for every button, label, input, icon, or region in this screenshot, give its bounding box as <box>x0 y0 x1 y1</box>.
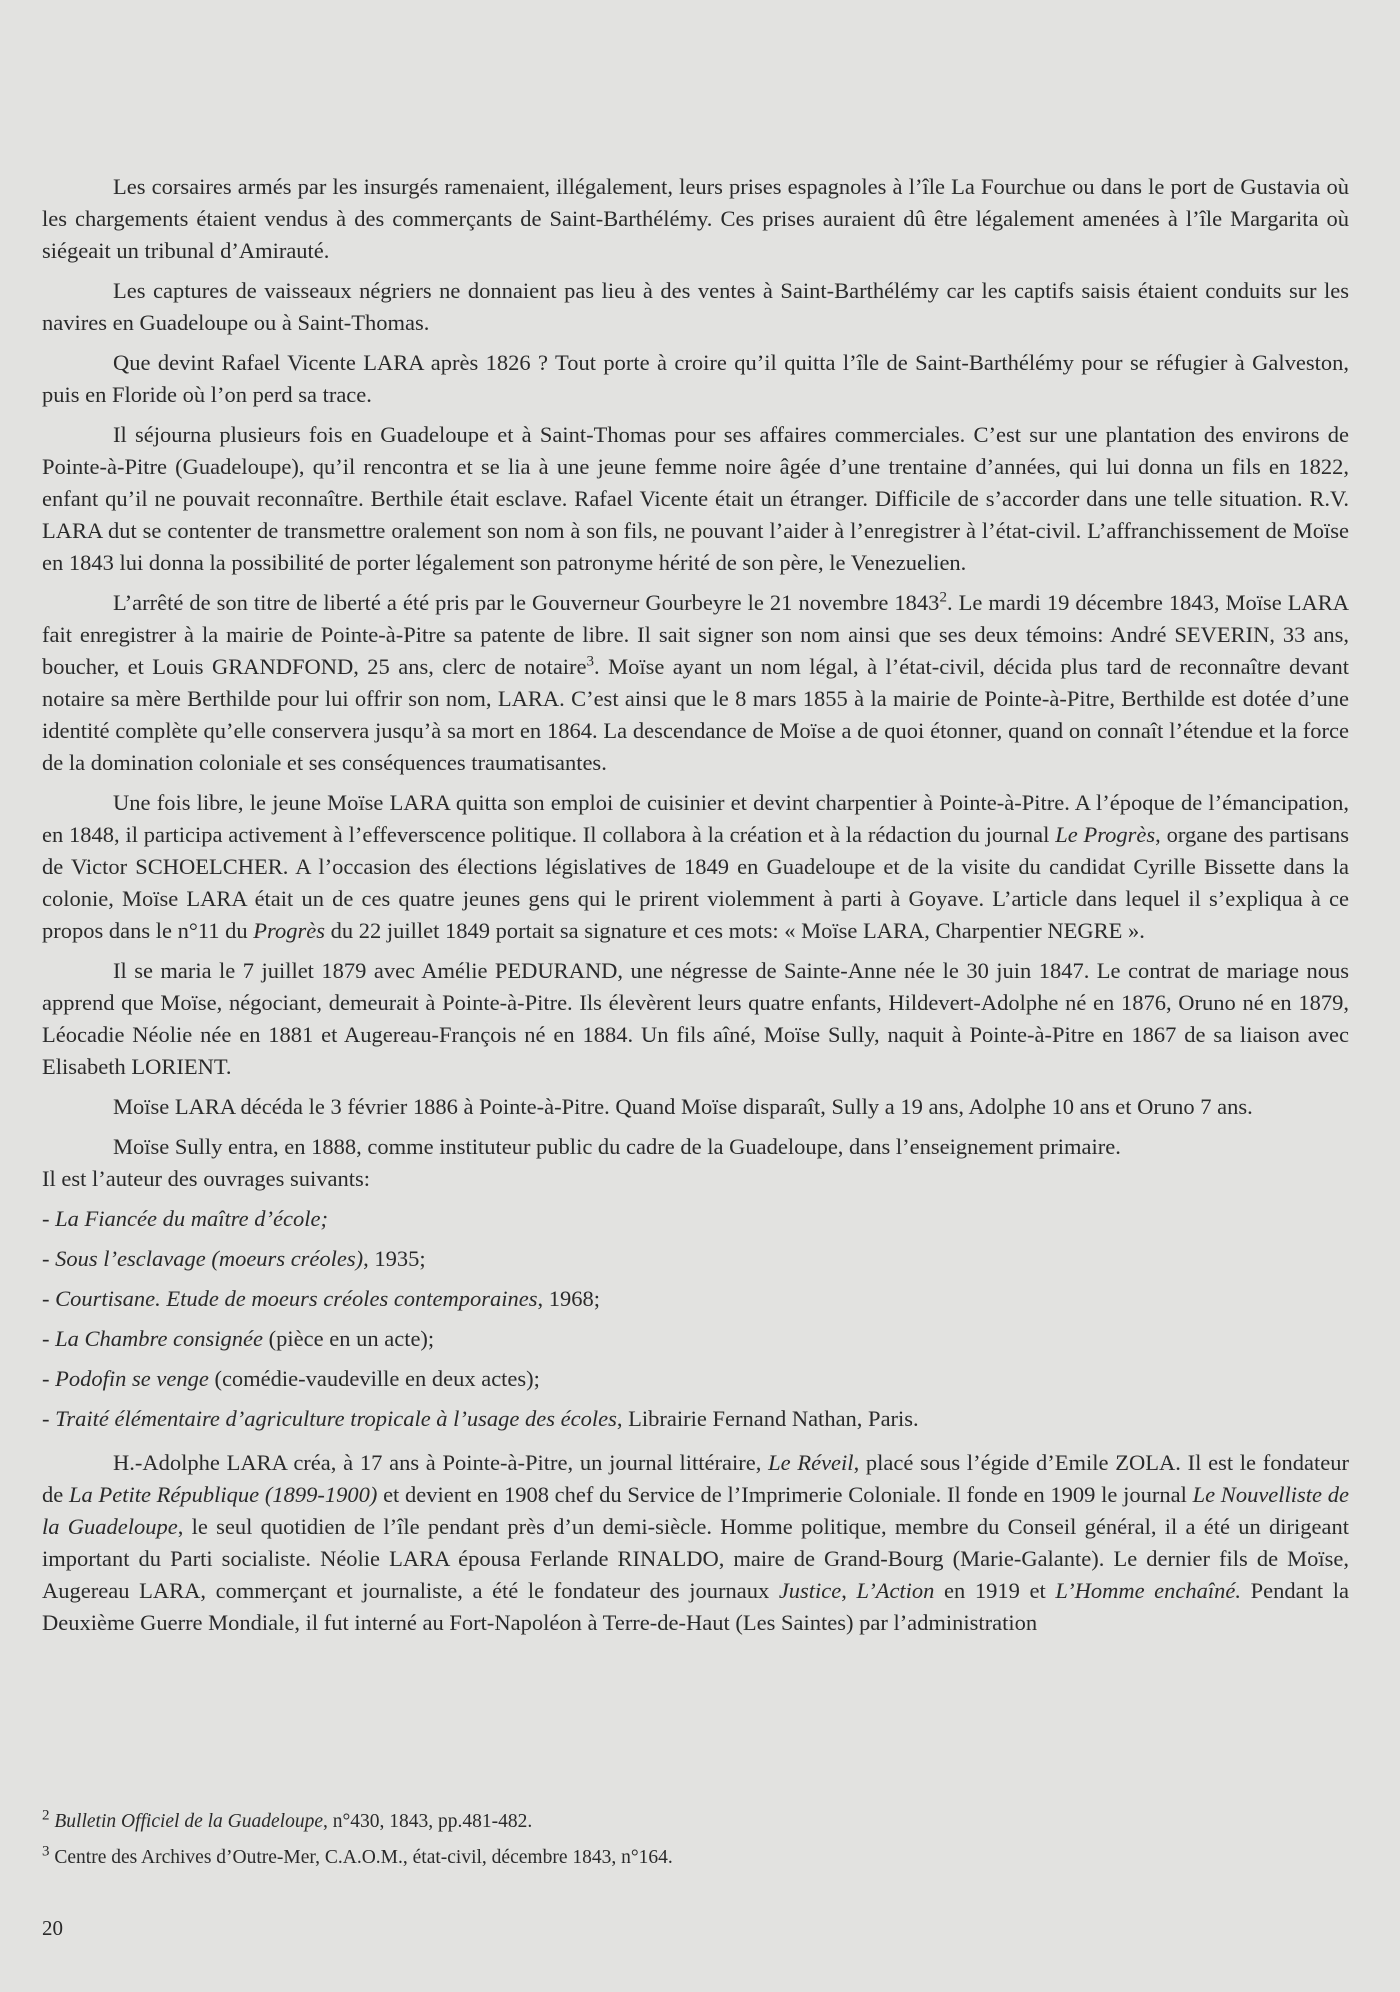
footnote-title: Bulletin Officiel de la Guadeloupe <box>54 1811 323 1832</box>
text-run: en 1919 et <box>934 1578 1056 1603</box>
journal-title: Le Progrès <box>1055 822 1156 847</box>
paragraph-sully-works-intro: Il est l’auteur des ouvrages suivants: <box>42 1166 371 1191</box>
journal-title: L’Action <box>856 1578 935 1603</box>
text-run: . Moïse ayant un nom légal, à l’état-civil, décida plus tard de reconnaître devant notaire sa mère Berthilde pour lui offrir son nom, LARA. C’est ainsi que le 8 mars 1855 à la mairie de Pointe-à-Pitre, Berthilde est dotée d’une identité complète qu’elle conservera jusqu’à sa mort en 1864. La descendance de Moïse a de quoi étonner, quand on connaît l’étendue et la force de la domination coloniale et ses conséquences traumatisantes. <box>42 654 1350 775</box>
work-detail: , 1935; <box>363 1246 426 1271</box>
footnote-2 <box>42 1807 1349 1837</box>
paragraph-death: Moïse LARA décéda le 3 février 1886 à Pointe-à-Pitre. Quand Moïse disparaît, Sully a 19 ans, Adolphe 10 ans et Oruno 7 ans. <box>113 1094 1253 1119</box>
work-title: Podofin se venge <box>55 1366 209 1391</box>
text-run: , placé sous l’égide d’Emile ZOLA. Il est le fondateur de <box>42 1450 1349 1507</box>
paragraph-liberty <box>42 587 1349 779</box>
list-dash: - <box>42 1406 56 1431</box>
list-dash: - <box>42 1246 56 1271</box>
text-run: et devient en 1908 chef du Service de l’Imprimerie Coloniale. Il fonde en 1909 le journal <box>377 1482 1193 1507</box>
paragraph-adolphe <box>42 1447 1349 1639</box>
text-run: du 22 juillet 1849 portait sa signature et ces mots: « Moïse LARA, Charpentier NEGRE ». <box>324 918 1145 943</box>
works-list <box>42 1203 1349 1435</box>
paragraph-lara-after-1826: Que devint Rafael Vicente LARA après 1826 ? Tout porte à croire qu’il quitta l’île de Saint-Barthélémy pour se réfugier à Galveston, puis en Floride où l’on perd sa trace. <box>42 350 1349 407</box>
work-detail: (comédie-vaudeville en deux actes); <box>208 1366 540 1391</box>
paragraph-corsaires: Les corsaires armés par les insurgés ramenaient, illégalement, leurs prises espagnoles à l’île La Fourchue ou dans le port de Gustavia où les chargements étaient vendus à des commerçants de Saint-Barthélémy. Ces prises auraient dû être légalement amenées à l’île Margarita où siégeait un tribunal d’Amirauté. <box>42 174 1349 263</box>
list-item <box>42 1323 1349 1355</box>
journal-title: Le Nouvelliste de la Guadeloupe <box>42 1482 1349 1539</box>
paragraph-captures: Les captures de vaisseaux négriers ne donnaient pas lieu à des ventes à Saint-Barthélémy car les captifs saisis étaient conduits sur les navires en Guadeloupe ou à Saint-Thomas. <box>42 278 1349 335</box>
text-run: , <box>841 1578 857 1603</box>
list-dash: - <box>42 1286 56 1311</box>
list-item <box>42 1283 1349 1315</box>
paragraph-sully: Moïse Sully entra, en 1888, comme instituteur public du cadre de la Guadeloupe, dans l’enseignement primaire. <box>113 1134 1121 1159</box>
work-title: La Chambre consignée <box>55 1326 264 1351</box>
footnotes <box>42 1807 1349 1879</box>
work-title: Traité élémentaire d’agriculture tropicale à l’usage des écoles <box>55 1406 617 1431</box>
list-dash: - <box>42 1326 56 1351</box>
list-item <box>42 1403 1349 1435</box>
footnote-text: Centre des Archives d’Outre-Mer, C.A.O.M., état-civil, décembre 1843, n°164. <box>49 1847 673 1868</box>
work-title: La Fiancée du maître d’école; <box>55 1206 328 1231</box>
paragraph-marriage: Il se maria le 7 juillet 1879 avec Amélie PEDURAND, une négresse de Sainte-Anne née le 30 juin 1847. Le contrat de mariage nous apprend que Moïse, négociant, demeurait à Pointe-à-Pitre. Ils élevèrent leurs quatre enfants, Hildevert-Adolphe né en 1876, Oruno né en 1879, Léocadie Néolie née en 1881 et Augereau-François né en 1884. Un fils aîné, Moïse Sully, naquit à Pointe-à-Pitre en 1867 de sa liaison avec Elisabeth LORIENT. <box>42 958 1349 1079</box>
text-run: L’arrêté de son titre de liberté a été pris par le Gouverneur Gourbeyre le 21 novembre 1843 <box>113 590 940 615</box>
footnote-3 <box>42 1843 1349 1873</box>
list-item <box>42 1203 1349 1235</box>
journal-title: La Petite République (1899-1900) <box>68 1482 378 1507</box>
text-run: , organe des partisans de Victor SCHOELCHER. A l’occasion des élections législatives de 1849 en Guadeloupe et de la visite du candidat Cyrille Bissette dans la colonie, Moïse LARA était un de ces quatre jeunes gens qui le prirent violemment à parti à Goyave. L’article dans lequel il s’expliqua à ce propos dans le n°11 du <box>42 822 1349 943</box>
text-run: Une fois libre, le jeune Moïse LARA quitta son emploi de cuisinier et devint charpentier à Pointe-à-Pitre. A l’époque de l’émancipation, en 1848, il participa activement à l’effeverscence politique. Il collabora à la création et à la rédaction du journal <box>42 790 1349 847</box>
paragraph-carpenter <box>42 787 1349 947</box>
body-text <box>42 171 1349 1647</box>
work-title: Courtisane. Etude de moeurs créoles contemporaines <box>55 1286 538 1311</box>
journal-title: Justice <box>778 1578 842 1603</box>
text-run: Pendant la Deuxième Guerre Mondiale, il fut interné au Fort-Napoléon à Terre-de-Haut (Les Saintes) par l’administration <box>42 1578 1349 1635</box>
footnote-text: , n°430, 1843, pp.481-482. <box>322 1811 533 1832</box>
list-item <box>42 1363 1349 1395</box>
list-dash: - <box>42 1366 56 1391</box>
work-detail: (pièce en un acte); <box>263 1326 435 1351</box>
list-item <box>42 1243 1349 1275</box>
journal-title: Le Réveil <box>768 1450 854 1475</box>
journal-title: L’Homme enchaîné. <box>1055 1578 1242 1603</box>
footnote-ref: 2 <box>939 589 947 606</box>
work-detail: , Librairie Fernand Nathan, Paris. <box>616 1406 919 1431</box>
page-number: 20 <box>42 1916 63 1940</box>
work-title: Sous l’esclavage (moeurs créoles) <box>55 1246 364 1271</box>
text-run: , le seul quotidien de l’île pendant près d’un demi-siècle. Homme politique, membre du Conseil général, il a été un dirigeant important du Parti socialiste. Néolie LARA épousa Ferlande RINALDO, maire de Grand-Bourg (Marie-Galante). Le dernier fils de Moïse, Augereau LARA, commerçant et journaliste, a été le fondateur des journaux <box>42 1514 1349 1603</box>
journal-title: Progrès <box>253 918 325 943</box>
text-run: . Le mardi 19 décembre 1843, Moïse LARA fait enregistrer à la mairie de Pointe-à-Pitre sa patente de libre. Il sait signer son nom ainsi que ses deux témoins: André SEVERIN, 33 ans, boucher, et Louis GRANDFOND, 25 ans, clerc de notaire <box>42 590 1349 679</box>
paragraph-guadeloupe-stay: Il séjourna plusieurs fois en Guadeloupe et à Saint-Thomas pour ses affaires commerciales. C’est sur une plantation des environs de Pointe-à-Pitre (Guadeloupe), qu’il rencontra et se lia à une jeune femme noire âgée d’une trentaine d’années, qui lui donna un fils en 1822, enfant qu’il ne pouvait reconnaître. Berthile était esclave. Rafael Vicente était un étranger. Difficile de s’accorder dans une telle situation. R.V. LARA dut se contenter de transmettre oralement son nom à son fils, ne pouvant l’aider à l’enregistrer à l’état-civil. L’affranchissement de Moïse en 1843 lui donna la possibilité de porter légalement son patronyme hérité de son père, le Venezuelien. <box>42 422 1349 575</box>
footnote-number: 3 <box>42 1843 50 1860</box>
text-run: H.-Adolphe LARA créa, à 17 ans à Pointe-à-Pitre, un journal littéraire, <box>113 1450 769 1475</box>
list-dash: - <box>42 1206 56 1231</box>
footnote-ref: 3 <box>586 653 595 670</box>
work-detail: , 1968; <box>537 1286 601 1311</box>
footnote-number: 2 <box>42 1807 50 1824</box>
